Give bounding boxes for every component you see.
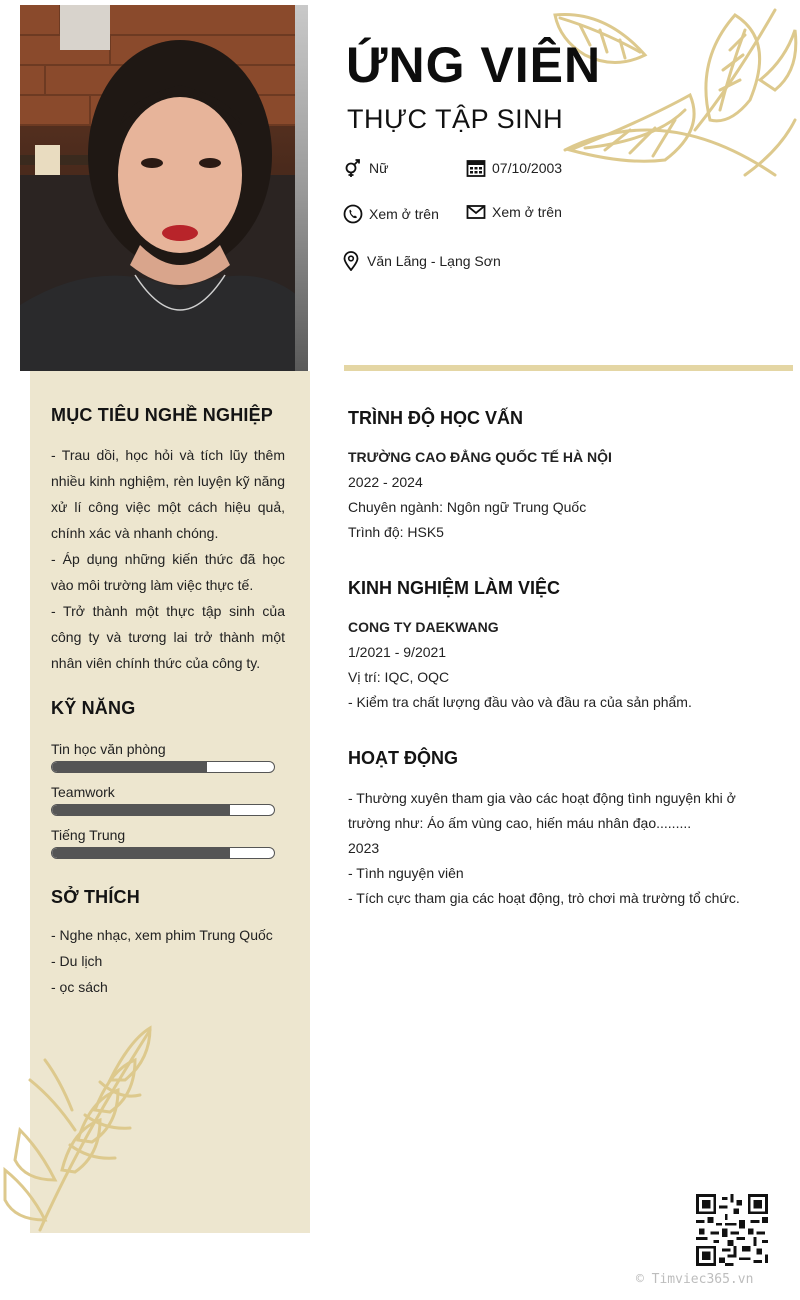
hobbies-title: SỞ THÍCH xyxy=(51,887,140,907)
skills-title: KỸ NĂNG xyxy=(51,698,136,718)
activities-title: HOẠT ĐỘNG xyxy=(348,748,458,768)
phone-icon xyxy=(343,204,363,224)
experience-title: KINH NGHIỆM LÀM VIỆC xyxy=(348,578,561,598)
gender-row xyxy=(343,158,388,178)
address-row xyxy=(341,251,501,271)
activity-line: - Tích cực tham gia các hoạt động, trò chơi mà trường tổ chức. xyxy=(348,890,740,906)
objective-text xyxy=(51,442,285,676)
header-divider xyxy=(344,365,793,371)
candidate-name: ỨNG VIÊN xyxy=(346,37,602,93)
skill-bar xyxy=(51,847,275,859)
gender-value: Nữ xyxy=(369,160,389,176)
objective-title: MỤC TIÊU NGHỀ NGHIỆP xyxy=(51,405,274,425)
email-row xyxy=(466,202,562,222)
gender-icon xyxy=(343,158,363,178)
skill-label: Tin học văn phòng xyxy=(51,741,166,757)
leaf-decoration-top-icon xyxy=(545,0,800,205)
job-position: THỰC TẬP SINH xyxy=(347,104,564,134)
qr-code-icon xyxy=(696,1194,768,1266)
email-value: Xem ở trên xyxy=(492,204,562,220)
hobby-item: - ọc sách xyxy=(51,979,108,995)
location-pin-icon xyxy=(341,251,361,271)
experience-block xyxy=(348,615,768,715)
objective-line: - Trở thành một thực tập sinh của công ty và tương lai trở thành một nhân viên chính thức của công ty. xyxy=(51,603,285,671)
activity-line: - Thường xuyên tham gia vào các hoạt động tình nguyện khi ở trường như: Áo ấm vùng cao, hiến máu nhân đạo......... xyxy=(348,790,736,831)
school-name: TRƯỜNG CAO ĐẲNG QUỐC TẾ HÀ NỘI xyxy=(348,449,612,465)
education-level: Trình độ: HSK5 xyxy=(348,524,444,540)
activity-line: - Tình nguyện viên xyxy=(348,865,464,881)
education-title: TRÌNH ĐỘ HỌC VẤN xyxy=(348,408,523,428)
birthday-value: 07/10/2003 xyxy=(492,160,563,176)
birthday-row xyxy=(466,158,562,178)
skill-label: Tiếng Trung xyxy=(51,827,126,843)
experience-role: Vị trí: IQC, OQC xyxy=(348,669,450,685)
skill-label: Teamwork xyxy=(51,784,115,800)
phone-row xyxy=(343,204,439,224)
education-period: 2022 - 2024 xyxy=(348,474,423,490)
watermark: © Timviec365.vn xyxy=(636,1272,754,1287)
experience-desc: - Kiểm tra chất lượng đầu vào và đầu ra của sản phẩm. xyxy=(348,694,692,710)
photo-illustration-icon xyxy=(20,5,308,371)
profile-photo xyxy=(20,5,308,371)
mail-icon xyxy=(466,202,486,222)
education-major: Chuyên ngành: Ngôn ngữ Trung Quốc xyxy=(348,499,587,515)
hobbies-list xyxy=(51,922,273,1000)
skill-fill xyxy=(52,848,230,858)
skill-bar xyxy=(51,761,275,773)
activities-block xyxy=(348,786,748,911)
calendar-icon xyxy=(466,158,486,178)
skill-fill xyxy=(52,762,207,772)
skill-bar xyxy=(51,804,275,816)
leaf-decoration-bottom-icon xyxy=(0,1020,160,1235)
hobby-item: - Du lịch xyxy=(51,953,103,969)
hobby-item: - Nghe nhạc, xem phim Trung Quốc xyxy=(51,927,273,943)
address-value: Văn Lãng - Lạng Sơn xyxy=(367,253,501,269)
company-name: CONG TY DAEKWANG xyxy=(348,619,499,635)
phone-value: Xem ở trên xyxy=(369,206,439,222)
objective-line: - Trau dồi, học hỏi và tích lũy thêm nhiều kinh nghiệm, rèn luyện kỹ năng xử lí công việc một cách hiệu quả, chính xác và nhanh chóng. xyxy=(51,447,285,541)
activity-year: 2023 xyxy=(348,840,380,856)
photo-edge xyxy=(295,5,308,371)
objective-line: - Áp dụng những kiến thức đã học vào môi trường làm việc thực tế. xyxy=(51,551,285,593)
experience-period: 1/2021 - 9/2021 xyxy=(348,644,447,660)
education-block xyxy=(348,445,768,545)
skill-fill xyxy=(52,805,230,815)
